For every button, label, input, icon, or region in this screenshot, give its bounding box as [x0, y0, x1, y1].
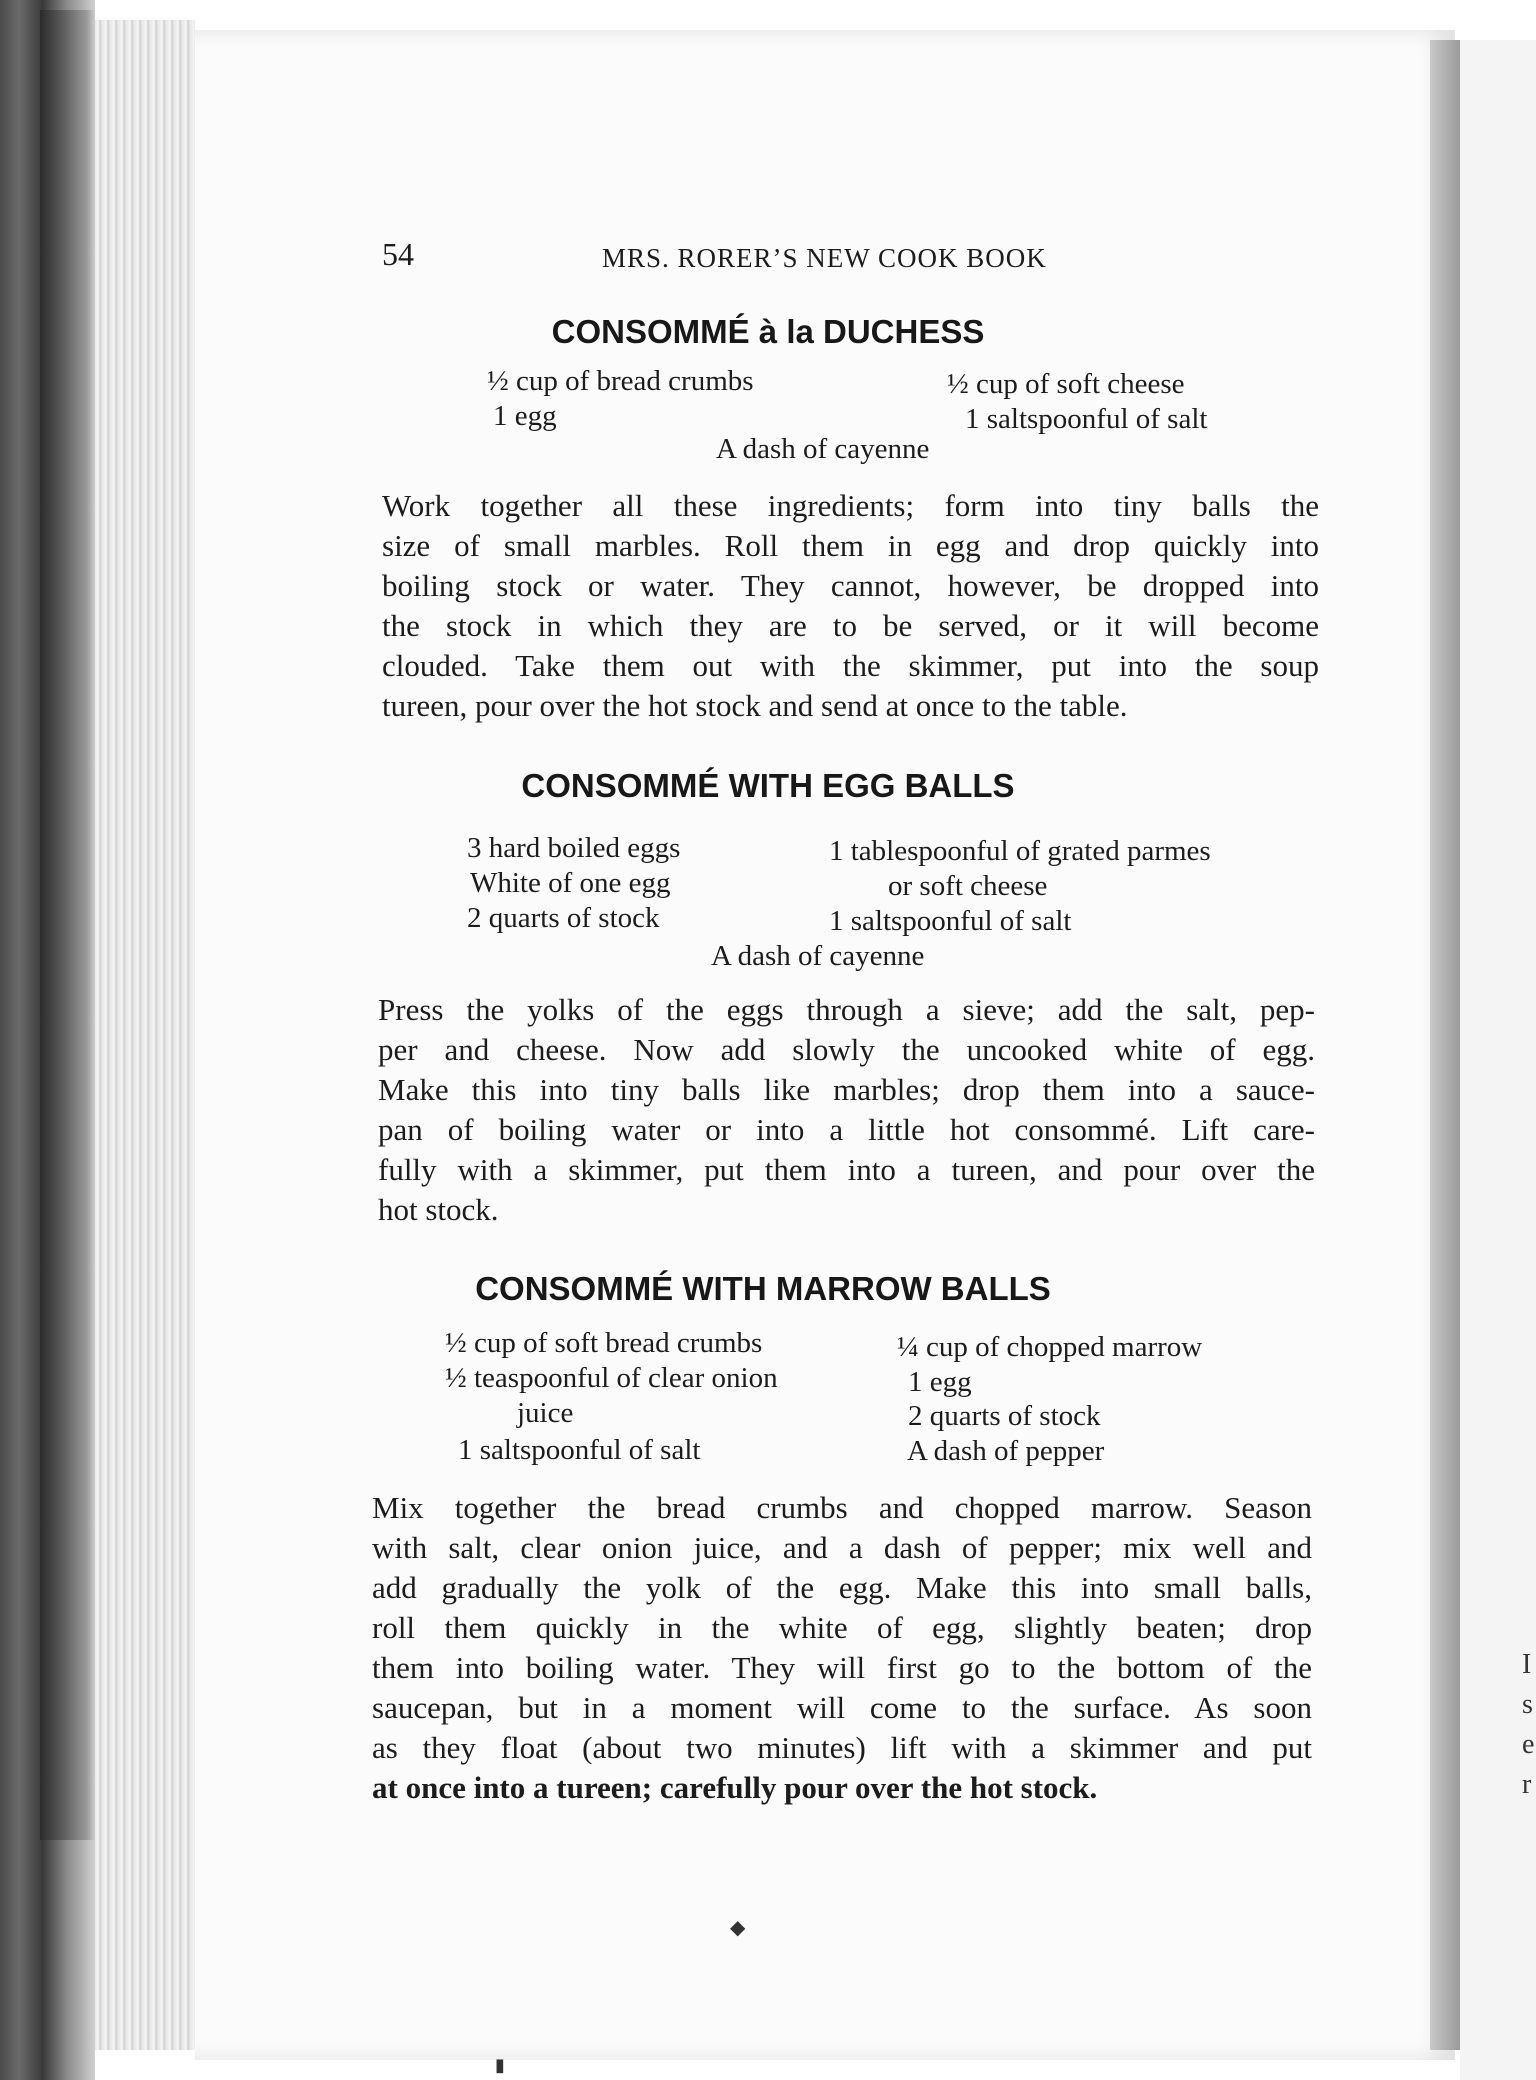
- method-line: pan of boiling water or into a little hot consommé. Lift care-: [378, 1112, 1315, 1147]
- facing-fragment: s: [1522, 1689, 1533, 1720]
- facing-page-text-fragments: [1522, 1645, 1536, 1805]
- method-line: Mix together the bread crumbs and chopped marrow. Season: [372, 1490, 1312, 1525]
- ingredient: 1 saltspoonful of salt: [829, 905, 1072, 937]
- ink-speck: ▮: [495, 2055, 505, 2075]
- method-line: clouded. Take them out with the skimmer, put into the soup: [382, 648, 1319, 683]
- method-line: roll them quickly in the white of egg, slightly beaten; drop: [372, 1610, 1312, 1645]
- method-line: as they float (about two minutes) lift with a skimmer and put: [372, 1730, 1312, 1765]
- facing-fragment: e: [1522, 1729, 1535, 1760]
- facing-fragment: r: [1522, 1769, 1532, 1800]
- ingredient: 3 hard boiled eggs: [467, 832, 681, 864]
- ingredient: or soft cheese: [888, 870, 1048, 902]
- ingredient: 2 quarts of stock: [908, 1400, 1101, 1432]
- recipe-method: [372, 1488, 1312, 1808]
- ingredient: A dash of cayenne: [716, 433, 930, 465]
- ingredient: ¼ cup of chopped marrow: [897, 1331, 1203, 1363]
- ingredient: ½ cup of soft bread crumbs: [445, 1327, 763, 1359]
- method-line: boiling stock or water. They cannot, however, be dropped into: [382, 568, 1319, 603]
- ingredient: White of one egg: [470, 867, 671, 899]
- method-line: size of small marbles. Roll them in egg and drop quickly into: [382, 528, 1319, 563]
- method-line: Press the yolks of the eggs through a sieve; add the salt, pep-: [378, 992, 1315, 1027]
- method-line: with salt, clear onion juice, and a dash of pepper; mix well and: [372, 1530, 1312, 1565]
- recipe-title: CONSOMMÉ WITH EGG BALLS: [521, 767, 1015, 804]
- ingredient: juice: [517, 1397, 574, 1429]
- method-line: saucepan, but in a moment will come to the surface. As soon: [372, 1690, 1312, 1725]
- recipe-title: CONSOMMÉ WITH MARROW BALLS: [475, 1270, 1051, 1307]
- ingredient: A dash of pepper: [907, 1435, 1105, 1467]
- ingredient: ½ teaspoonful of clear onion: [445, 1362, 778, 1394]
- ingredient: 1 saltspoonful of salt: [965, 403, 1208, 435]
- method-line: Work together all these ingredients; form into tiny balls the: [382, 488, 1319, 523]
- method-line: tureen, pour over the hot stock and send at once to the table.: [382, 688, 1128, 723]
- ingredient: 1 egg: [908, 1366, 972, 1398]
- ingredient: 2 quarts of stock: [467, 902, 660, 934]
- recipe-method: [378, 990, 1315, 1230]
- recipe-method: [382, 486, 1319, 726]
- method-line: fully with a skimmer, put them into a tureen, and pour over the: [378, 1152, 1315, 1187]
- ink-speck: ◆: [730, 1917, 746, 1939]
- method-line: them into boiling water. They will first go to the bottom of the: [372, 1650, 1312, 1685]
- method-line: Make this into tiny balls like marbles; drop them into a sauce-: [378, 1072, 1315, 1107]
- recipe-title: CONSOMMÉ à la DUCHESS: [551, 313, 985, 350]
- book-binding: [40, 10, 95, 1840]
- ingredient: ½ cup of bread crumbs: [487, 365, 754, 397]
- method-line: at once into a tureen; carefully pour over the hot stock.: [372, 1770, 1098, 1805]
- method-line: add gradually the yolk of the egg. Make this into small balls,: [372, 1570, 1312, 1605]
- ingredient: 1 egg: [493, 400, 557, 432]
- method-line: per and cheese. Now add slowly the uncooked white of egg.: [378, 1032, 1315, 1067]
- ingredient: ½ cup of soft cheese: [947, 368, 1185, 400]
- ingredient: A dash of cayenne: [711, 940, 925, 972]
- facing-fragment: I: [1522, 1649, 1532, 1680]
- method-line: hot stock.: [378, 1192, 499, 1227]
- page-number: 54: [382, 236, 414, 272]
- ingredient: 1 saltspoonful of salt: [458, 1434, 701, 1466]
- method-line: the stock in which they are to be served, or it will become: [382, 608, 1319, 643]
- ingredient: 1 tablespoonful of grated parmes: [829, 835, 1211, 867]
- running-head: MRS. RORER’S NEW COOK BOOK: [602, 243, 1047, 273]
